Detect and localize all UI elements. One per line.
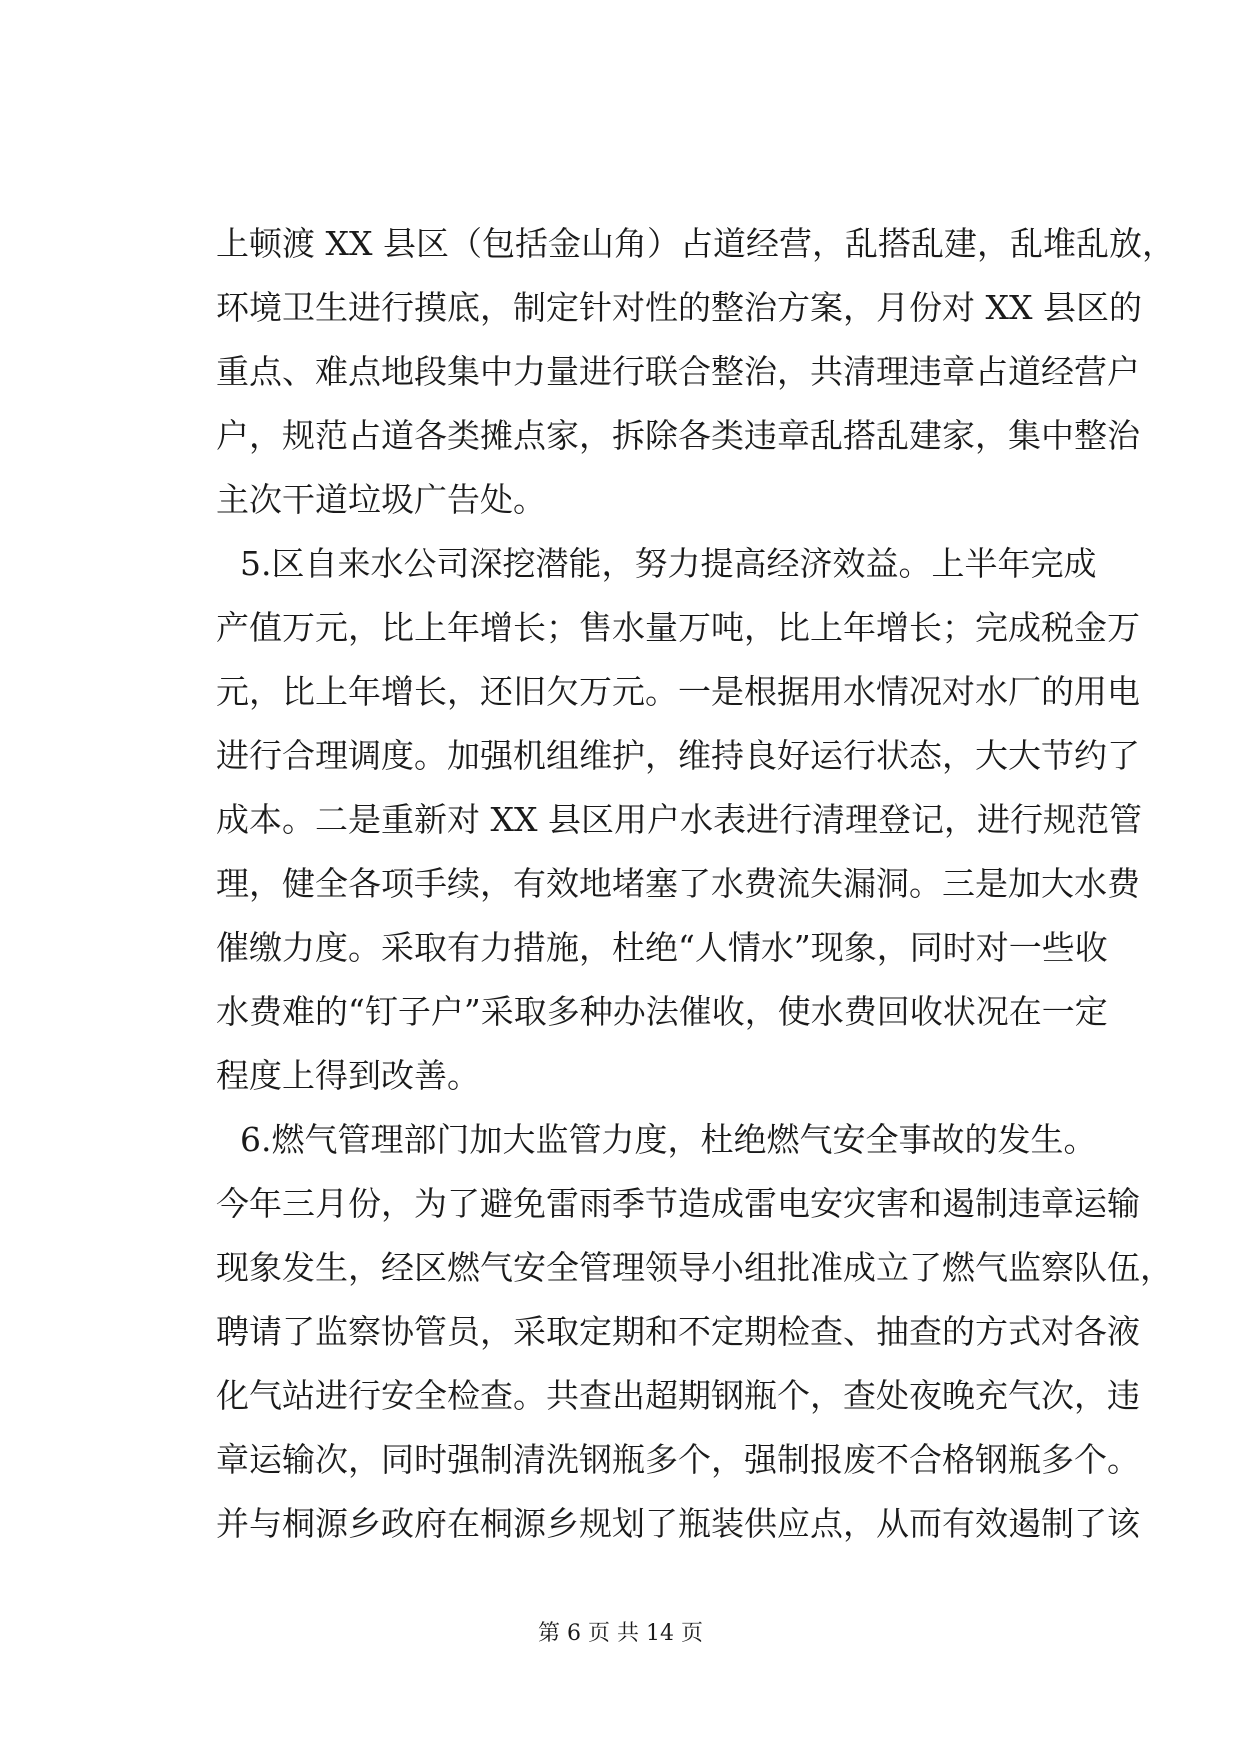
text-line: 今年三月份，为了避免雷雨季节造成雷电安灾害和遏制违章运输 bbox=[216, 1184, 1140, 1223]
text-line: 5.区自来水公司深挖潜能，努力提高经济效益。上半年完成 bbox=[240, 544, 1097, 583]
text-line: 理，健全各项手续，有效地堵塞了水费流失漏洞。三是加大水费 bbox=[216, 864, 1140, 903]
text-line: 并与桐源乡政府在桐源乡规划了瓶装供应点，从而有效遏制了该 bbox=[216, 1504, 1140, 1543]
text-line: 上顿渡 XX 县区（包括金山角）占道经营，乱搭乱建，乱堆乱放， bbox=[216, 224, 1175, 263]
text-line: 环境卫生进行摸底，制定针对性的整治方案，月份对 XX 县区的 bbox=[216, 288, 1142, 327]
text-line: 聘请了监察协管员，采取定期和不定期检查、抽查的方式对各液 bbox=[216, 1312, 1140, 1351]
text-line: 元，比上年增长，还旧欠万元。一是根据用水情况对水厂的用电 bbox=[216, 672, 1140, 711]
text-line: 进行合理调度。加强机组维护，维持良好运行状态，大大节约了 bbox=[216, 736, 1140, 775]
text-line: 程度上得到改善。 bbox=[216, 1056, 480, 1095]
text-line: 化气站进行安全检查。共查出超期钢瓶个，查处夜晚充气次，违 bbox=[216, 1376, 1140, 1415]
text-line: 主次干道垃圾广告处。 bbox=[216, 480, 546, 519]
text-line: 催缴力度。采取有力措施，杜绝“人情水”现象，同时对一些收 bbox=[216, 928, 1108, 967]
body-text bbox=[216, 212, 1175, 1556]
text-line: 重点、难点地段集中力量进行联合整治，共清理违章占道经营户 bbox=[216, 352, 1140, 391]
text-line: 6.燃气管理部门加大监管力度，杜绝燃气安全事故的发生。 bbox=[240, 1120, 1097, 1159]
text-line: 产值万元，比上年增长；售水量万吨，比上年增长；完成税金万 bbox=[216, 608, 1140, 647]
text-line: 现象发生，经区燃气安全管理领导小组批准成立了燃气监察队伍， bbox=[216, 1248, 1173, 1287]
page-footer: 第 6 页 共 14 页 bbox=[538, 1621, 703, 1646]
text-line: 户，规范占道各类摊点家，拆除各类违章乱搭乱建家，集中整治 bbox=[216, 416, 1140, 455]
text-line: 水费难的“钉子户”采取多种办法催收，使水费回收状况在一定 bbox=[216, 992, 1108, 1031]
text-line: 章运输次，同时强制清洗钢瓶多个，强制报废不合格钢瓶多个。 bbox=[216, 1440, 1140, 1479]
text-line: 成本。二是重新对 XX 县区用户水表进行清理登记，进行规范管 bbox=[216, 800, 1142, 839]
